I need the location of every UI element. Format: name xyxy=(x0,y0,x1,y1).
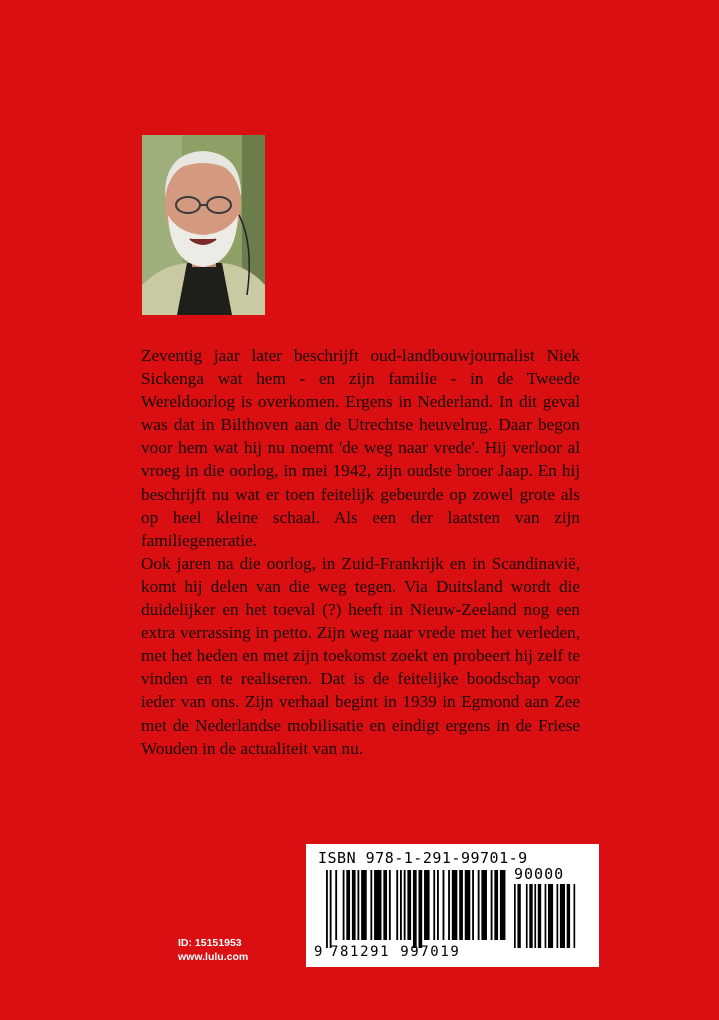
barcode-bar xyxy=(370,870,372,940)
barcode-bar xyxy=(443,870,445,940)
back-cover-blurb xyxy=(141,344,580,760)
barcode-bar xyxy=(534,884,536,948)
barcode-bar xyxy=(548,884,553,948)
barcode-bar xyxy=(500,870,506,940)
barcode-bar xyxy=(352,870,356,940)
price-code: 90000 xyxy=(514,865,565,883)
barcode-bar xyxy=(465,870,471,940)
blurb-paragraph-1: Zeventig jaar later beschrijft oud-landbouwjournalist Niek Sickenga wat hem - en zijn familie - in de Tweede Wereldoorlog is overkomen. Ergens in Nederland. In dit geval was dat in Bilthoven aan de Utrechtse heuvelrug. Daar begon voor hem wat hij nu noemt 'de weg naar vrede'. Hij verloor al vroeg in die oorlog, in mei 1942, zijn oudste broer Jaap. En hij beschrijft nu wat er toen feitelijk gebeurde op zowel grote als op heel kleine schaal. Als een der laatsten van zijn familiegeneratie. xyxy=(141,346,580,550)
barcode-bar xyxy=(567,884,570,948)
barcode-bar xyxy=(396,870,398,940)
author-portrait-icon xyxy=(142,135,265,315)
barcode-bar xyxy=(330,870,332,948)
barcode-bar xyxy=(478,870,480,940)
barcode-bar xyxy=(326,870,328,948)
barcode-bar xyxy=(560,884,565,948)
barcode-bar xyxy=(374,870,381,940)
barcode-bar xyxy=(413,870,417,948)
barcode-bar xyxy=(419,870,423,948)
barcode-bar xyxy=(538,884,541,948)
isbn-label: ISBN 978-1-291-99701-9 xyxy=(318,849,528,867)
addon-bars xyxy=(514,884,584,948)
ean-digits: 781291 997019 xyxy=(330,944,461,960)
author-photo xyxy=(142,135,265,315)
barcode-bar xyxy=(472,870,474,940)
barcode-bar xyxy=(491,870,493,940)
barcode-bar xyxy=(400,870,402,940)
barcode-bar xyxy=(481,870,487,940)
barcode-bar xyxy=(346,870,350,940)
barcode-bar xyxy=(574,884,576,948)
barcode-bar xyxy=(424,870,430,940)
lulu-id-block xyxy=(178,936,248,964)
barcode-bar xyxy=(517,884,520,948)
barcode-bar xyxy=(459,870,463,940)
barcode-bar xyxy=(335,870,337,940)
barcode-bar xyxy=(494,870,498,940)
barcode-bar xyxy=(357,870,359,940)
barcode-bar xyxy=(529,884,532,948)
barcode-bar xyxy=(433,870,435,940)
blurb-paragraph-2: Ook jaren na die oorlog, in Zuid-Frankrijk en in Scandinavië, komt hij delen van die weg tegen. Via Duitsland wordt die duidelijker en het toeval (?) heeft in Nieuw-Zeeland nog een extra verrassing in petto. Zijn weg naar vrede met het verleden, met het heden en met zijn toekomst zoekt en probeert hij zelf te vinden en te realiseren. Dat is de feitelijke boodschap voor ieder van ons. Zijn verhaal begint in 1939 in Egmond aan Zee met de Nederlandse mobilisatie en eindigt ergens in de Friese Wouden in de actualiteit van nu. xyxy=(141,553,580,758)
barcode-bar xyxy=(545,884,547,948)
barcode-bar xyxy=(448,870,450,940)
barcode-bar xyxy=(437,870,439,940)
lulu-id: ID: 15151953 xyxy=(178,937,242,949)
barcode-bar xyxy=(452,870,458,940)
barcode-bar xyxy=(514,884,516,948)
isbn-barcode xyxy=(306,844,599,967)
barcode-bar xyxy=(383,870,387,940)
barcode-bar xyxy=(557,884,559,948)
ean-lead-digit: 9 xyxy=(314,944,323,960)
barcode-bar xyxy=(404,870,406,940)
barcode-bar xyxy=(407,870,411,940)
barcode-bar xyxy=(361,870,367,940)
barcode-bar xyxy=(526,884,528,948)
ean13-bars xyxy=(326,870,506,948)
barcode-bar xyxy=(343,870,345,940)
barcode-bar xyxy=(389,870,391,940)
lulu-url: www.lulu.com xyxy=(178,951,249,963)
